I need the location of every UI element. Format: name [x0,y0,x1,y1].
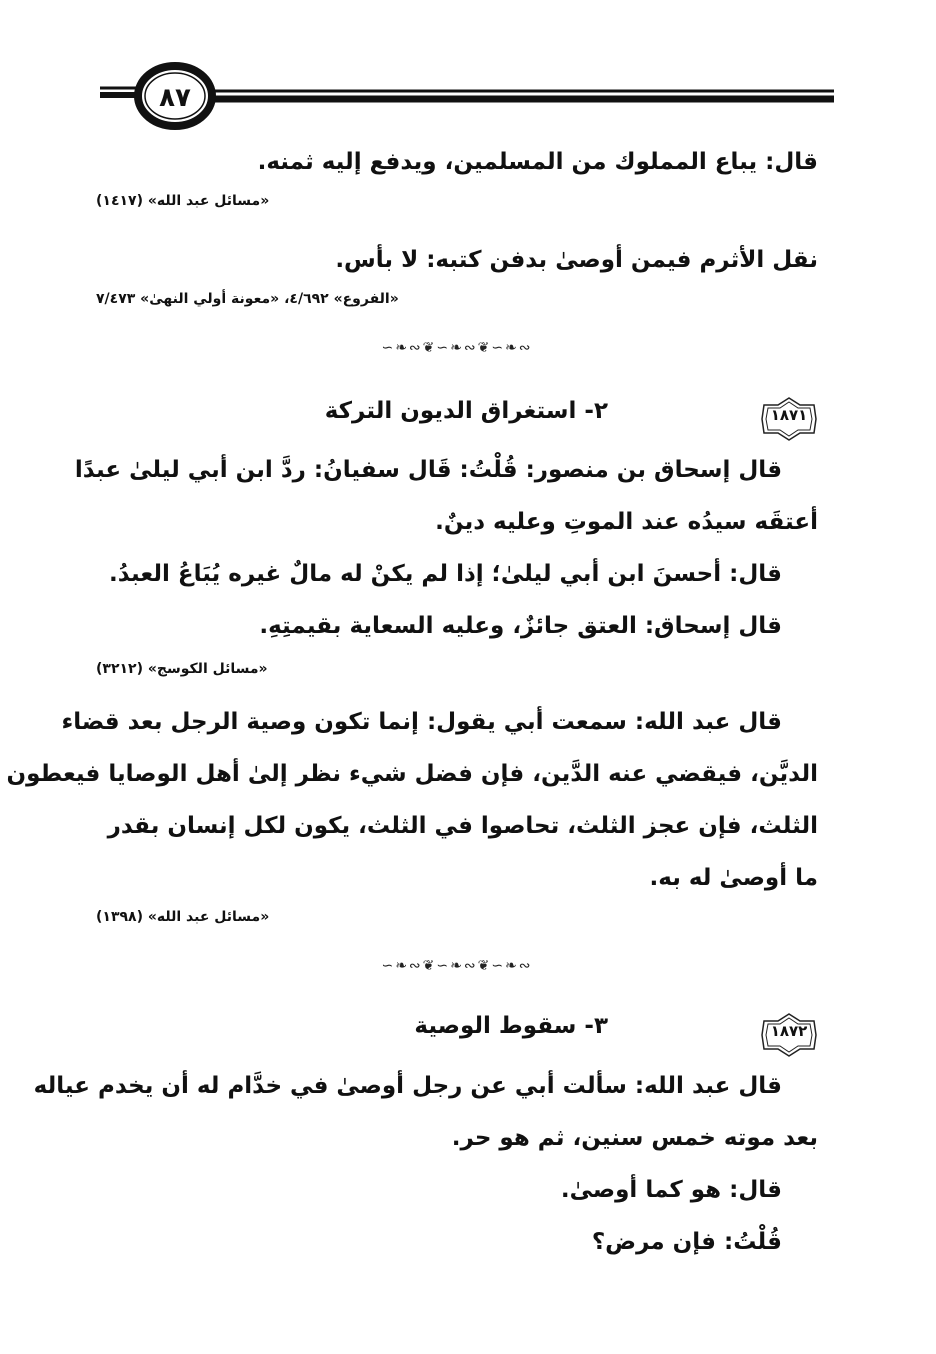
paragraph-line: بعد موته خمس سنين، ثم هو حر. [451,1125,818,1151]
paragraph-line: أعتقَه سيدُه عند الموتِ وعليه دينٌ. [435,509,818,535]
section-divider-ornament: ∽❧∾❦∽❧∾❦∽❧∾ [381,340,533,356]
section-divider-ornament: ∽❧∾❦∽❧∾❦∽❧∾ [381,958,533,974]
speaker-label: أبي يقول: [426,709,544,735]
block1-line [96,146,818,178]
paragraph-line [96,1226,818,1258]
paragraph-line: ما أوصىٰ له به. [649,865,818,891]
paragraph-text: العتق جائزٌ، وعليه السعاية بقيمتِهِ. [259,613,645,639]
paragraph-line: الديَّن، فيقضي عنه الدَّين، فإن فضل شيء نظر إلىٰ أهل الوصايا فيعطون [6,761,818,787]
paragraph-text: إنما تكون وصية الرجل بعد قضاء [61,709,427,735]
paragraph-text: قال عبد الله: سمعت [543,709,782,735]
paragraph-line [96,558,818,590]
block2-line: نقل الأثرم فيمن أوصىٰ بدفن كتبه: لا بأس. [335,247,818,273]
page-number: ٨٧ [159,83,191,113]
speaker-label: قال: [729,1177,782,1203]
page-header [100,56,834,140]
paragraph-text: فإن مرض؟ [591,1229,724,1255]
paragraph-line [96,1174,818,1206]
speaker-label: قال: [729,561,782,587]
paragraph-line: قال إسحاق بن منصور: قُلْتُ: قَال سفيانُ: ردَّ ابن أبي ليلىٰ عبدًا [74,457,782,483]
paragraph-line [96,610,818,642]
paragraph-line [61,706,818,738]
speaker-label: قال إسحاق: [644,613,782,639]
block2-reference: «الفروع» ٤/٦٩٢، «معونة أولي النهىٰ» ٧/٤٧٣ [96,291,399,307]
entry-number-badge [758,1012,820,1058]
block1-reference: «مسائل عبد الله» (١٤١٧) [96,193,270,209]
entry-number-badge [758,396,820,442]
section-heading: ٢- استغراق الديون التركة [324,398,608,424]
block1-text: يباع المملوك من المسلمين، ويدفع إليه ثمنه. [257,149,766,175]
paragraph-text: هو كما أوصىٰ. [560,1177,730,1203]
paragraph-text: أحسنَ ابن أبي ليلىٰ؛ إذا لم يكنْ له مالٌ غيره يُبَاعُ العبدُ. [108,561,730,587]
paragraph-line: قال عبد الله: سألت أبي عن رجل أوصىٰ في خدَّام له أن يخدم عياله [33,1073,782,1099]
section2-reference-1: «مسائل الكوسج» (٣٢١٢) [96,661,268,677]
speaker-label: قال: [765,149,818,175]
section2-reference-2: «مسائل عبد الله» (١٣٩٨) [96,909,270,925]
entry-number: ١٨٧٢ [770,1022,808,1040]
entry-number: ١٨٧١ [770,406,808,424]
section-heading: ٣- سقوط الوصية [414,1013,608,1039]
paragraph-line: الثلث، فإن عجز الثلث، تحاصوا في الثلث، يكون لكل إنسان بقدر [107,813,818,839]
speaker-label: قُلْتُ: [724,1229,782,1255]
